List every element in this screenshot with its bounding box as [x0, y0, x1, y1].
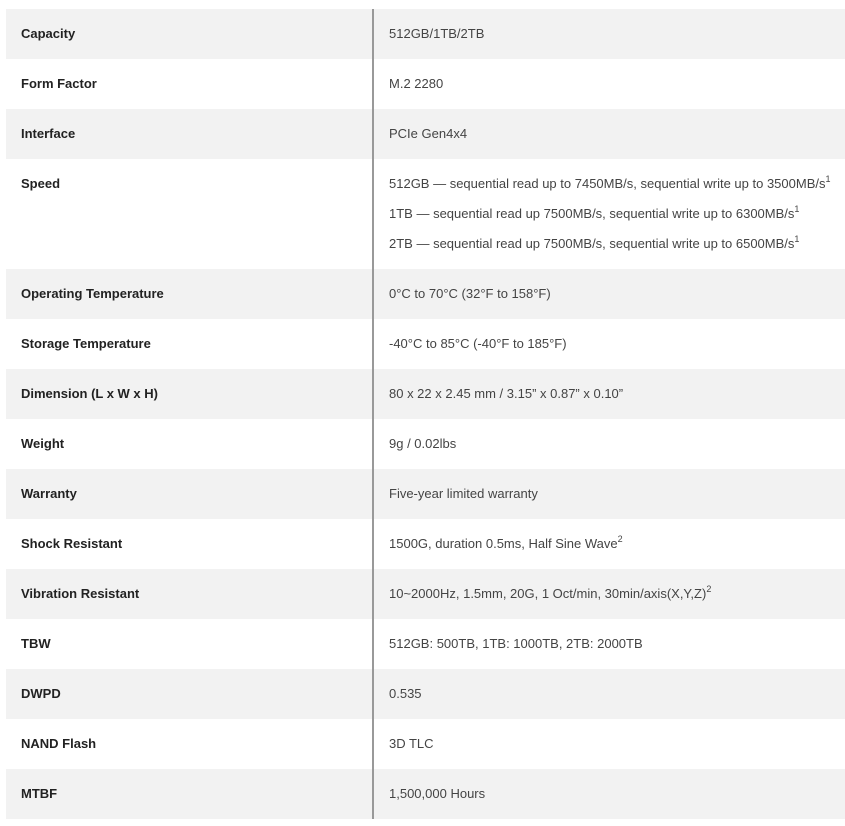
footnote-ref: 1 [794, 233, 800, 244]
spec-table [6, 9, 845, 819]
spec-row-vibration-resistant [6, 569, 845, 619]
spec-label: NAND Flash [6, 719, 374, 769]
spec-row-tbw [6, 619, 845, 669]
spec-row-dimension [6, 369, 845, 419]
spec-row-speed [6, 159, 845, 269]
spec-value [374, 159, 845, 269]
spec-row-shock-resistant [6, 519, 845, 569]
footnote-ref: 2 [617, 533, 623, 544]
spec-label: DWPD [6, 669, 374, 719]
spec-value: PCIe Gen4x4 [389, 126, 468, 141]
spec-value: 3D TLC [389, 736, 434, 751]
spec-value: 0.535 [389, 686, 422, 701]
spec-label: MTBF [6, 769, 374, 819]
spec-row-interface [6, 109, 845, 159]
spec-label: Speed [6, 159, 374, 269]
spec-row-weight [6, 419, 845, 469]
spec-label: Storage Temperature [6, 319, 374, 369]
spec-row-form-factor [6, 59, 845, 109]
spec-row-mtbf [6, 769, 845, 819]
footnote-ref: 1 [794, 203, 800, 214]
spec-row-storage-temperature [6, 319, 845, 369]
spec-value: 512GB: 500TB, 1TB: 1000TB, 2TB: 2000TB [389, 636, 643, 651]
spec-value: 1500G, duration 0.5ms, Half Sine Wave$^2$ [389, 533, 623, 551]
spec-label: Capacity [6, 9, 374, 59]
spec-value: Five-year limited warranty [389, 486, 538, 501]
speed-line-512gb: 512GB — sequential read up to 7450MB/s, sequential write up to $3500MB/s^1$ [389, 173, 831, 191]
spec-label: Shock Resistant [6, 519, 374, 569]
spec-label: TBW [6, 619, 374, 669]
spec-row-operating-temperature [6, 269, 845, 319]
spec-label: Dimension (L x W x H) [6, 369, 374, 419]
speed-line-1tb: 1TB — sequential read up 7500MB/s, sequential write up to $6300MB/s^1$ [389, 203, 800, 221]
spec-value: 9g / 0.02lbs [389, 436, 457, 451]
spec-value: 1,500,000 Hours [389, 786, 486, 801]
spec-label: Operating Temperature [6, 269, 374, 319]
footnote-ref: 1 [825, 173, 831, 184]
spec-row-warranty [6, 469, 845, 519]
spec-label: Vibration Resistant [6, 569, 374, 619]
speed-line-2tb: 2TB — sequential read up 7500MB/s, sequential write up to $6500MB/s^1$ [389, 233, 800, 251]
spec-value: M.2 2280 [389, 76, 444, 91]
spec-value: 0°C to 70°C (32°F to 158°F) [389, 286, 551, 301]
spec-value: 10~2000Hz, 1.5mm, 20G, 1 Oct/min, $30\min/axis(X,Y,Z)^2$ [389, 583, 712, 601]
spec-value: 80 x 22 x 2.45 mm / 3.15” x 0.87” x 0.10” [389, 386, 624, 401]
spec-label: Interface [6, 109, 374, 159]
spec-value: 512GB/1TB/2TB [389, 26, 485, 41]
spec-row-nand-flash [6, 719, 845, 769]
spec-row-dwpd [6, 669, 845, 719]
spec-value: -40°C to 85°C (-40°F to 185°F) [389, 336, 567, 351]
spec-label: Weight [6, 419, 374, 469]
spec-label: Form Factor [6, 59, 374, 109]
footnote-ref: 2 [706, 583, 712, 594]
spec-label: Warranty [6, 469, 374, 519]
spec-row-capacity [6, 9, 845, 59]
